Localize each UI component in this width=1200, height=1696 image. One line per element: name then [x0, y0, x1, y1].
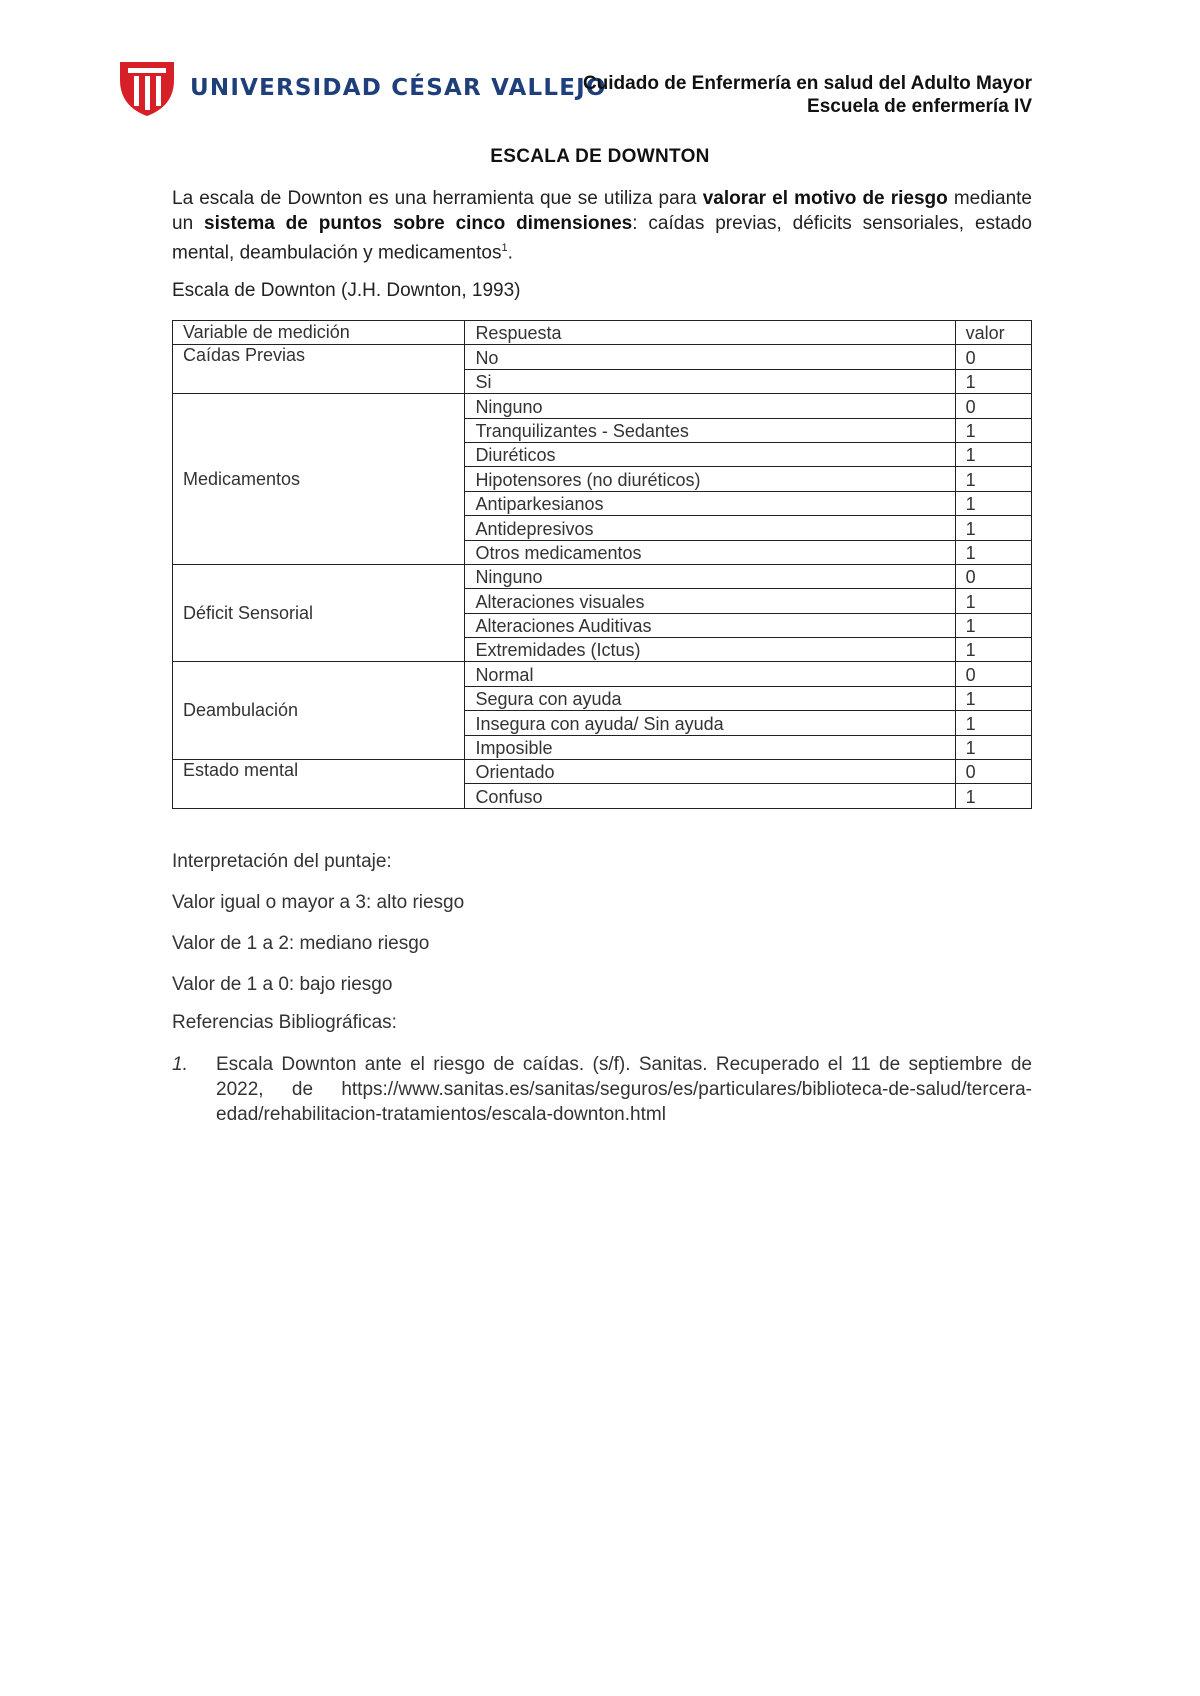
column-header-variable: Variable de medición — [173, 321, 465, 345]
variable-cell: Caídas Previas — [173, 345, 465, 394]
value-cell: 0 — [955, 760, 1031, 784]
value-cell: 1 — [955, 686, 1031, 710]
value-cell: 1 — [955, 467, 1031, 491]
reference-number: 1. — [172, 1054, 188, 1075]
value-cell: 1 — [955, 516, 1031, 540]
value-cell: 0 — [955, 394, 1031, 418]
response-cell: Diuréticos — [465, 442, 955, 466]
intro-paragraph — [172, 186, 1032, 265]
interpretation-line: Valor de 1 a 0: bajo riesgo — [172, 974, 393, 995]
value-cell: 0 — [955, 564, 1031, 588]
value-cell: 1 — [955, 589, 1031, 613]
response-cell: No — [465, 345, 955, 369]
table-header-row — [173, 321, 1032, 345]
value-cell: 1 — [955, 711, 1031, 735]
response-cell: Hipotensores (no diuréticos) — [465, 467, 955, 491]
response-cell: Ninguno — [465, 564, 955, 588]
variable-cell: Deambulación — [173, 662, 465, 760]
reference-text: Escala Downton ante el riesgo de caídas. (s/f). Sanitas. Recuperado el 11 de septiembre de 2022, de https://www.sanitas.es/sanitas/seguros/es/particulares/biblioteca-de-salud/tercera-edad/rehabilitacion-tratamientos/escala-downton.html — [216, 1054, 1032, 1125]
response-cell: Insegura con ayuda/ Sin ayuda — [465, 711, 955, 735]
intro-text-1: La escala de Downton es una herramienta que se utiliza para — [172, 188, 703, 209]
value-cell: 1 — [955, 638, 1031, 662]
response-cell: Alteraciones visuales — [465, 589, 955, 613]
value-cell: 1 — [955, 418, 1031, 442]
university-name: UNIVERSIDAD CÉSAR VALLEJO — [190, 75, 607, 101]
score-interpretation — [172, 850, 464, 1014]
value-cell: 1 — [955, 735, 1031, 759]
intro-end: . — [507, 242, 513, 264]
response-cell: Segura con ayuda — [465, 686, 955, 710]
column-header-response: Respuesta — [465, 321, 955, 345]
document-header — [583, 72, 1032, 118]
response-cell: Extremidades (Ictus) — [465, 638, 955, 662]
table-row — [173, 394, 1032, 418]
intro-text-2: mediante un — [172, 188, 1032, 234]
response-cell: Confuso — [465, 784, 955, 808]
response-cell: Ninguno — [465, 394, 955, 418]
scale-caption: Escala de Downton (J.H. Downton, 1993) — [172, 280, 521, 301]
table-row — [173, 564, 1032, 588]
intro-bold-2: sistema de puntos sobre cinco dimensiones — [204, 213, 633, 234]
response-cell: Orientado — [465, 760, 955, 784]
interpretation-line: Valor igual o mayor a 3: alto riesgo — [172, 892, 465, 913]
column-header-value: valor — [955, 321, 1031, 345]
value-cell: 1 — [955, 540, 1031, 564]
downton-table — [172, 320, 1032, 809]
intro-bold-1: valorar el motivo de riesgo — [702, 188, 948, 209]
response-cell: Otros medicamentos — [465, 540, 955, 564]
response-cell: Alteraciones Auditivas — [465, 613, 955, 637]
value-cell: 1 — [955, 491, 1031, 515]
variable-cell: Estado mental — [173, 760, 465, 809]
page-title: ESCALA DE DOWNTON — [490, 146, 710, 167]
reference-item — [172, 1052, 1032, 1127]
table-row — [173, 760, 1032, 784]
value-cell: 1 — [955, 784, 1031, 808]
value-cell: 1 — [955, 442, 1031, 466]
response-cell: Si — [465, 369, 955, 393]
response-cell: Antidepresivos — [465, 516, 955, 540]
value-cell: 1 — [955, 369, 1031, 393]
intro-text-3: : caídas previas, déficits sensoriales, estado mental, deambulación y medicamentos — [172, 213, 1032, 264]
university-shield-icon — [118, 58, 176, 118]
response-cell: Tranquilizantes - Sedantes — [465, 418, 955, 442]
response-cell: Imposible — [465, 735, 955, 759]
value-cell: 1 — [955, 613, 1031, 637]
university-logo — [118, 58, 607, 118]
value-cell: 0 — [955, 345, 1031, 369]
references-heading: Referencias Bibliográficas: — [172, 1012, 397, 1033]
course-title: Cuidado de Enfermería en salud del Adulto Mayor — [582, 73, 1032, 94]
value-cell: 0 — [955, 662, 1031, 686]
response-cell: Normal — [465, 662, 955, 686]
table-row — [173, 345, 1032, 369]
interpretation-line: Valor de 1 a 2: mediano riesgo — [172, 933, 430, 954]
response-cell: Antiparkesianos — [465, 491, 955, 515]
interpretation-heading: Interpretación del puntaje: — [172, 851, 392, 872]
school-name: Escuela de enfermería IV — [807, 96, 1032, 117]
table-row — [173, 662, 1032, 686]
variable-cell: Déficit Sensorial — [173, 564, 465, 662]
footnote-marker: 1 — [501, 242, 508, 254]
variable-cell: Medicamentos — [173, 394, 465, 565]
